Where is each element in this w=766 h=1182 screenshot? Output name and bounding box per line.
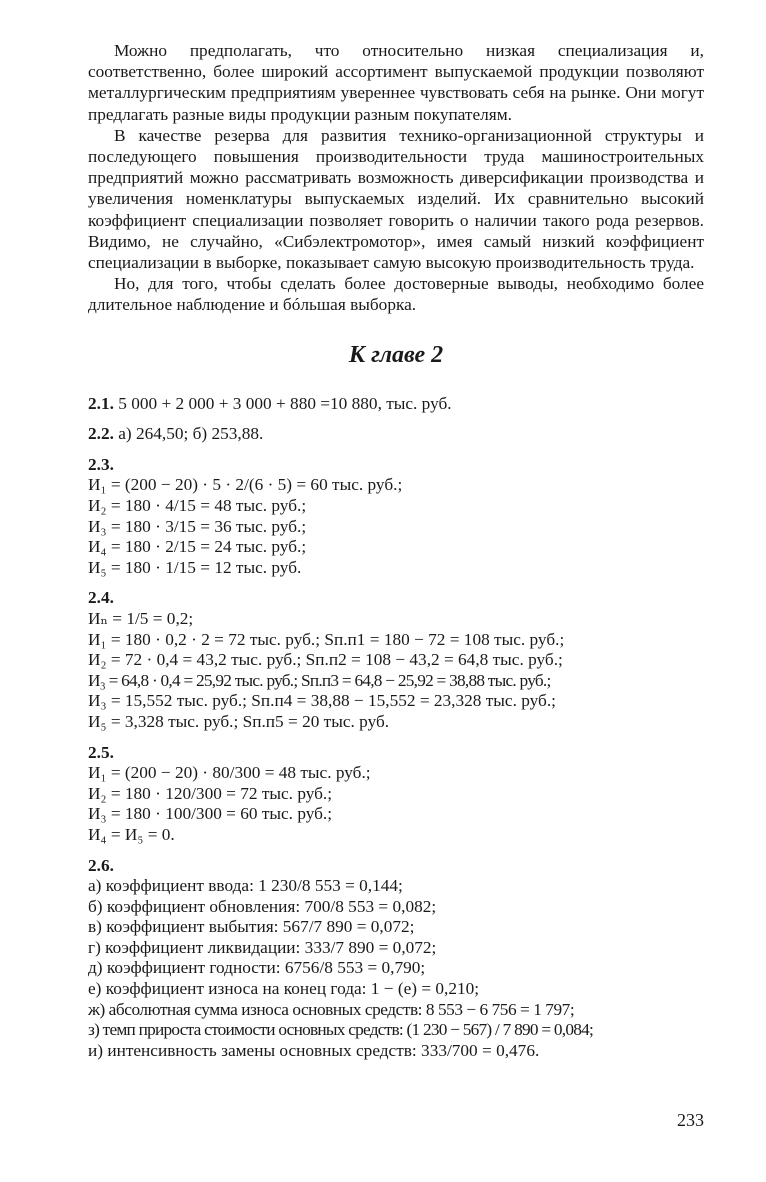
formula-line: ж) абсолютная сумма износа основных средств: 8 553 − 6 756 = 1 797; — [88, 999, 575, 1019]
answer-2-5 — [88, 743, 704, 846]
answer-2-2 — [88, 424, 704, 445]
page-number: 233 — [677, 1110, 704, 1130]
formula-line: И₂ = 180 · 120/300 = 72 тыс. руб.; — [88, 783, 333, 803]
formula-line: и) интенсивность замены основных средств: 333/700 = 0,476. — [88, 1040, 540, 1060]
answer-text: 5 000 + 2 000 + 3 000 + 880 =10 880, тыс. руб. — [118, 393, 452, 413]
answer-text: а) 264,50; б) 253,88. — [118, 424, 264, 444]
formula-line: г) коэффициент ликвидации: 333/7 890 = 0,072; — [88, 937, 437, 957]
formula-line: б) коэффициент обновления: 700/8 553 = 0,082; — [88, 896, 437, 916]
formula-line: И₁ = 180 · 0,2 · 2 = 72 тыс. руб.; Sп.п1 = 180 − 72 = 108 тыс. руб.; — [88, 629, 565, 649]
formula-line: И₄ = И₅ = 0. — [88, 824, 175, 844]
answer-number: 2.1. — [88, 393, 114, 413]
answer-2-3 — [88, 455, 704, 579]
formula-line: И₅ = 180 · 1/15 = 12 тыс. руб. — [88, 557, 302, 577]
formula-line: И₁ = (200 − 20) · 5 · 2/(6 · 5) = 60 тыс. руб.; — [88, 475, 403, 495]
answer-number: 2.4. — [88, 588, 114, 608]
answer-number: 2.5. — [88, 742, 114, 762]
intro-paragraph-2: В качестве резерва для развития технико-организационной структуры и последующего повышения производительности труда машиностроительных предприятий можно рассматривать возможность диверсификации производства и увеличения номенклатуры выпускаемых изделий. Их сравнительно высокий коэффициент специализации позволяет говорить о наличии такого рода резервов. Видимо, не случайно, «Сибэлектромотор», имея самый низкий коэффициент специализации в выборке, показывает самую высокую производительность труда. — [88, 125, 704, 273]
intro-paragraph-1: Можно предполагать, что относительно низкая специализация и, соответственно, более широкий ассортимент выпускаемой продукции позволяют металлургическим предприятиям увереннее чувствовать себя на рынке. Они могут предлагать разные виды продукции разным покупателям. — [88, 41, 704, 124]
formula-line: И₂ = 180 · 4/15 = 48 тыс. руб.; — [88, 496, 307, 516]
chapter-heading: К главе 2 — [348, 341, 444, 368]
formula-line: И₃ = 180 · 100/300 = 60 тыс. руб.; — [88, 804, 333, 824]
answer-number: 2.2. — [88, 424, 114, 444]
formula-line: И₁ = (200 − 20) · 80/300 = 48 тыс. руб.; — [88, 763, 371, 783]
intro-paragraph-3: Но, для того, чтобы сделать более достоверные выводы, необходимо более длительное наблюдение и бóльшая выборка. — [88, 274, 704, 315]
answer-number: 2.3. — [88, 454, 114, 474]
formula-line: в) коэффициент выбытия: 567/7 890 = 0,072; — [88, 917, 415, 937]
formula-line: а) коэффициент ввода: 1 230/8 553 = 0,144; — [88, 876, 403, 896]
formula-line: И₄ = 180 · 2/15 = 24 тыс. руб.; — [88, 537, 307, 557]
formula-line: з) темп прироста стоимости основных средств: (1 230 − 567) / 7 890 = 0,084; — [88, 1020, 594, 1040]
answer-2-6 — [88, 856, 704, 1062]
formula-line: И₃ = 180 · 3/15 = 36 тыс. руб.; — [88, 516, 307, 536]
answer-number: 2.6. — [88, 855, 114, 875]
formula-line: И₃ = 15,552 тыс. руб.; Sп.п4 = 38,88 − 15,552 = 23,328 тыс. руб.; — [88, 691, 556, 711]
formula-line: И₃ = 64,8 · 0,4 = 25,92 тыс. руб.; Sп.п3 = 64,8 − 25,92 = 38,88 тыс. руб.; — [88, 670, 551, 690]
formula-line: Иₙ = 1/5 = 0,2; — [88, 608, 194, 628]
formula-line: И₅ = 3,328 тыс. руб.; Sп.п5 = 20 тыс. руб. — [88, 711, 390, 731]
formula-line: И₂ = 72 · 0,4 = 43,2 тыс. руб.; Sп.п2 = 108 − 43,2 = 64,8 тыс. руб.; — [88, 650, 563, 670]
answer-2-1 — [88, 394, 704, 415]
formula-line: е) коэффициент износа на конец года: 1 − (е) = 0,210; — [88, 979, 480, 999]
formula-line: д) коэффициент годности: 6756/8 553 = 0,790; — [88, 958, 426, 978]
answer-2-4 — [88, 588, 704, 732]
